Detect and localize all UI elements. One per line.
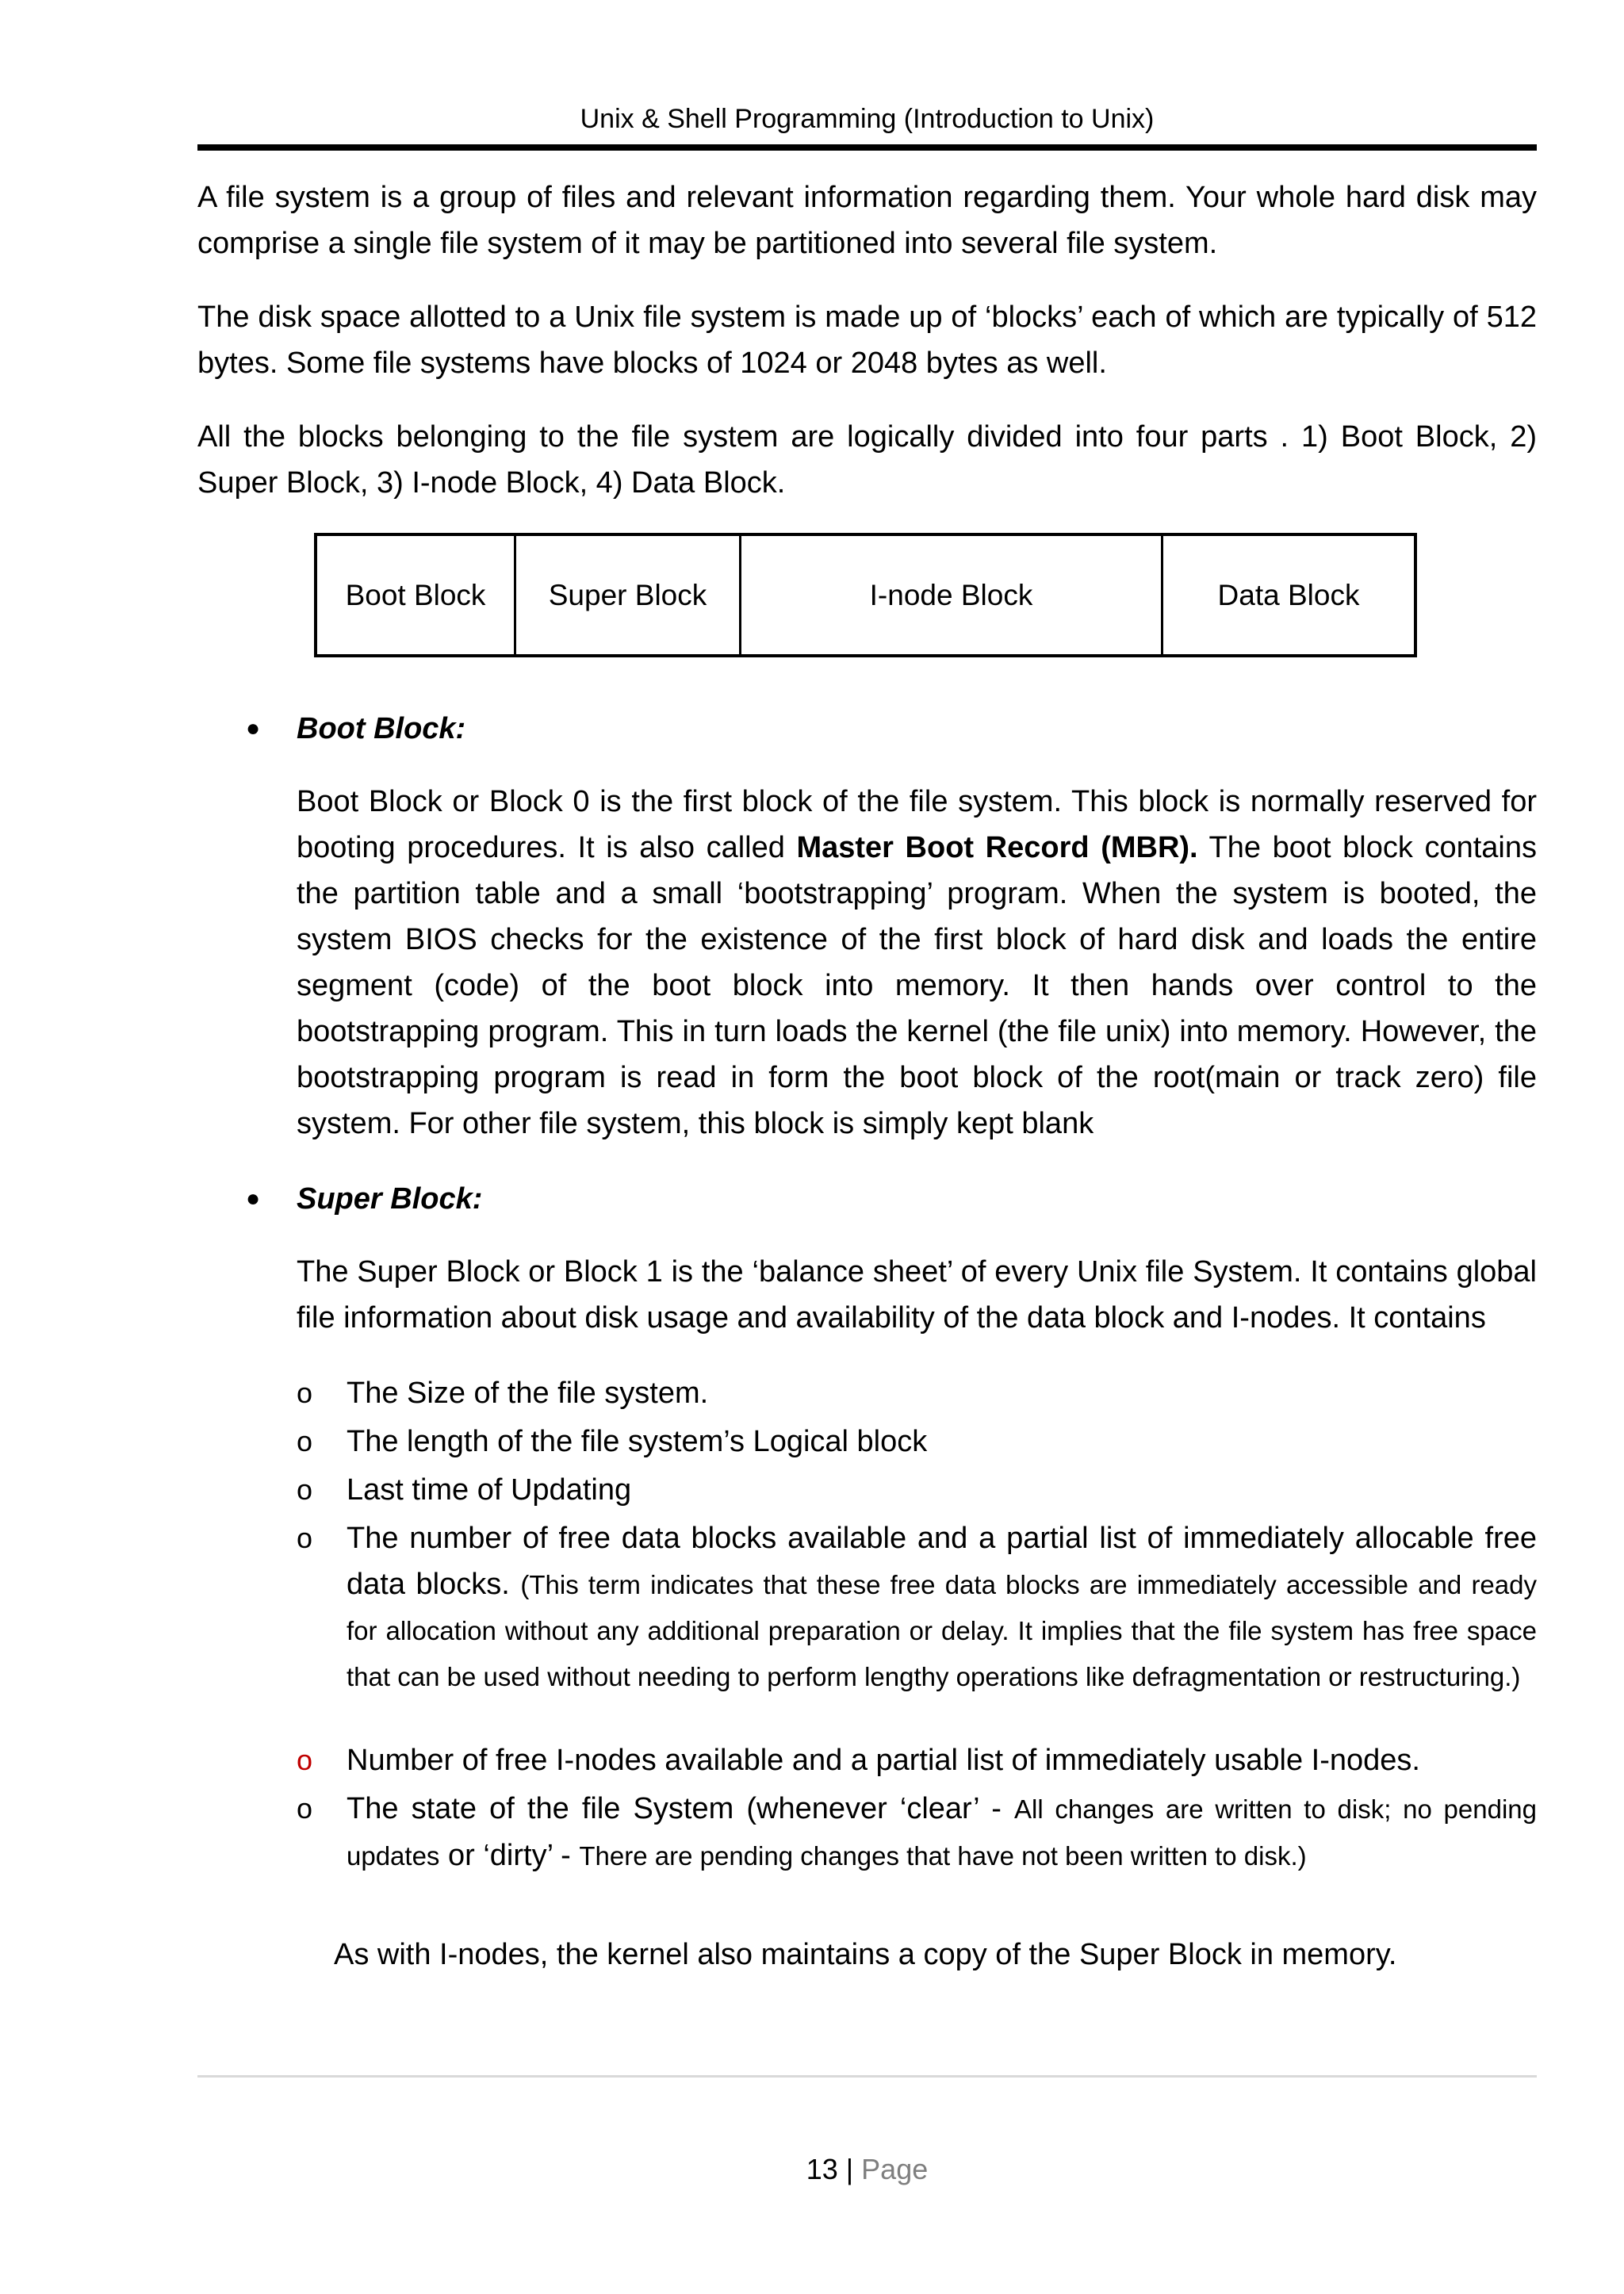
list-marker-red-icon: o	[297, 1744, 313, 1776]
mbr-term: Master Boot Record (MBR).	[796, 831, 1198, 864]
state-text-a: The state of the file System (whenever ‘clear’ -	[347, 1792, 1015, 1825]
boot-block-description	[297, 779, 1537, 1147]
list-item-free-inodes: Number of free I-nodes available and a partial list of immediately usable I-nodes.	[347, 1744, 1420, 1777]
state-text-c: or ‘dirty’ -	[439, 1839, 580, 1872]
closing-paragraph: As with I-nodes, the kernel also maintains a copy of the Super Block in memory.	[334, 1938, 1397, 1971]
list-item-free-data-blocks	[347, 1515, 1537, 1699]
list-item-logical-block: The length of the file system’s Logical block	[347, 1425, 928, 1458]
boot-text-end: The boot block contains the partition table and a small ‘bootstrapping’ program. When the system is booted, the system BIOS checks for the existence of the first block of hard disk and loads the entire segment (code) of the boot block into memory. It then hands over control to the bootstrapping program. This in turn loads the kernel (the file unix) into memory. However, the bootstrapping program is read in form the boot block of the root(main or track zero) file system. For other file system, this block is simply kept blank	[297, 831, 1537, 1140]
free-blocks-main-text: The number of free data blocks available and a partial list of immediately allocable free data blocks.	[347, 1522, 1537, 1601]
inode-block-cell: I-node Block	[741, 536, 1163, 654]
page-footer	[197, 2147, 1537, 2193]
intro-paragraph-2: The disk space allotted to a Unix file system is made up of ‘blocks’ each of which are typically of 512 bytes. Some file systems have blocks of 1024 or 2048 bytes as well.	[197, 301, 1537, 380]
page-header: Unix & Shell Programming (Introduction to Unix)	[197, 94, 1537, 151]
list-marker-icon: o	[297, 1473, 313, 1506]
boot-text-start: Boot Block or Block 0 is the first block of the file system. This block is normally reserved for booting procedures. It is also called	[297, 785, 1537, 864]
super-bullet-icon: ●	[246, 1185, 261, 1212]
page-label: Page	[861, 2153, 929, 2185]
boot-block-cell: Boot Block	[317, 536, 516, 654]
state-text-dirty-note: There are pending changes that have not been written to disk.)	[579, 1841, 1307, 1871]
list-marker-icon: o	[297, 1792, 313, 1825]
list-item-last-update: Last time of Updating	[347, 1473, 632, 1507]
intro-paragraph-3: All the blocks belonging to the file system are logically divided into four parts . 1) Boot Block, 2) Super Block, 3) I-node Block, 4) Data Block.	[197, 420, 1537, 500]
list-item-size: The Size of the file system.	[347, 1377, 709, 1410]
intro-paragraph-1: A file system is a group of files and relevant information regarding them. Your whole hard disk may comprise a single file system of it may be partitioned into several file system.	[197, 181, 1537, 260]
file-system-block-diagram	[314, 533, 1417, 657]
list-marker-icon: o	[297, 1522, 313, 1554]
page-number: 13	[806, 2153, 838, 2185]
list-marker-icon: o	[297, 1425, 313, 1457]
list-marker-icon: o	[297, 1377, 313, 1409]
page-separator: |	[845, 2153, 854, 2185]
super-block-description: The Super Block or Block 1 is the ‘balance sheet’ of every Unix file System. It contains global file information about disk usage and availability of the data block and I-nodes. It contains	[297, 1255, 1537, 1335]
boot-block-heading: Boot Block:	[297, 712, 466, 745]
super-block-heading: Super Block:	[297, 1182, 483, 1216]
data-block-cell: Data Block	[1217, 578, 1360, 611]
free-blocks-note: (This term indicates that these free data blocks are immediately accessible and ready for allocation without any additional preparation or delay. It implies that the file system has free space that can be used without needing to perform lengthy operations like defragmentation or restructuring.)	[347, 1570, 1537, 1691]
boot-bullet-icon: ●	[246, 715, 261, 741]
state-text-clear-note: All changes are written to disk; no pending updates	[347, 1794, 1537, 1871]
footer-divider	[197, 2075, 1537, 2078]
list-item-fs-state	[347, 1786, 1537, 1879]
super-block-cell: Super Block	[516, 536, 741, 654]
